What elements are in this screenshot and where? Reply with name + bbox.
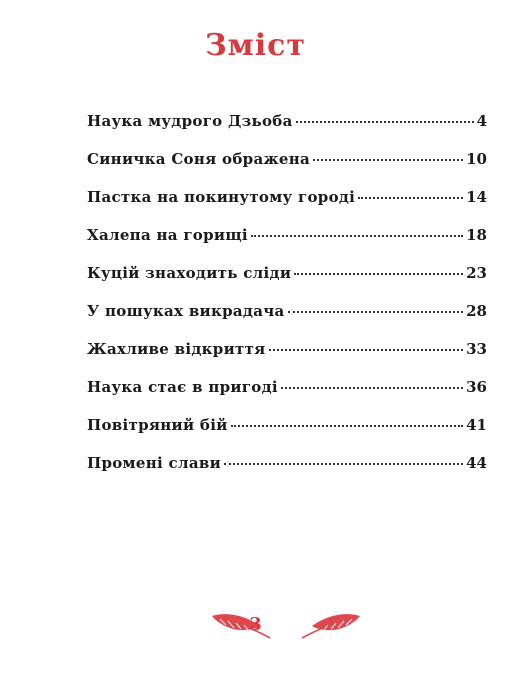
- toc-entry-title: Промені слави: [87, 454, 222, 472]
- toc-entry-title: Синичка Соня ображена: [87, 150, 311, 168]
- toc-entry[interactable]: [87, 226, 487, 264]
- toc-entry[interactable]: [87, 150, 487, 188]
- toc-leader-dots: [358, 197, 463, 199]
- toc-entry[interactable]: [87, 454, 487, 492]
- toc-leader-dots: [281, 387, 463, 389]
- toc-entry[interactable]: [87, 416, 487, 454]
- toc-entry-page: 33: [466, 340, 487, 358]
- toc-entry-title: Пастка на покинутому городі: [87, 188, 356, 206]
- toc-entry[interactable]: [87, 340, 487, 378]
- toc-entry-title: У пошуках викрадача: [87, 302, 285, 320]
- toc-entry-title: Наука стає в пригоді: [87, 378, 278, 396]
- toc-entry[interactable]: [87, 188, 487, 226]
- toc-leader-dots: [269, 349, 464, 351]
- page-footer: [0, 606, 511, 646]
- toc-entry-page: 4: [476, 112, 487, 130]
- toc-leader-dots: [288, 311, 464, 313]
- table-of-contents: [87, 112, 487, 492]
- toc-leader-dots: [313, 159, 463, 161]
- toc-leader-dots: [294, 273, 463, 275]
- toc-leader-dots: [251, 235, 463, 237]
- toc-entry[interactable]: [87, 112, 487, 150]
- toc-entry-title: Куцій знаходить сліди: [87, 264, 292, 282]
- toc-entry-page: 36: [466, 378, 487, 396]
- feather-icon: [300, 610, 362, 640]
- toc-entry-page: 28: [466, 302, 487, 320]
- toc-entry-page: 10: [466, 150, 487, 168]
- toc-entry-page: 41: [466, 416, 487, 434]
- toc-entry-page: 18: [466, 226, 487, 244]
- toc-entry-page: 23: [466, 264, 487, 282]
- toc-entry[interactable]: [87, 264, 487, 302]
- toc-entry[interactable]: [87, 302, 487, 340]
- toc-entry-title: Халепа на горищі: [87, 226, 248, 244]
- toc-leader-dots: [296, 121, 474, 123]
- toc-leader-dots: [231, 425, 463, 427]
- toc-entry-title: Повітряний бій: [87, 416, 228, 434]
- toc-entry[interactable]: [87, 378, 487, 416]
- page-number: 3: [249, 614, 262, 635]
- page-title: Зміст: [205, 28, 306, 63]
- toc-entry-title: Жахливе відкриття: [87, 340, 266, 358]
- toc-entry-page: 14: [466, 188, 487, 206]
- toc-entry-page: 44: [466, 454, 487, 472]
- toc-leader-dots: [224, 463, 463, 465]
- toc-entry-title: Наука мудрого Дзьоба: [87, 112, 293, 130]
